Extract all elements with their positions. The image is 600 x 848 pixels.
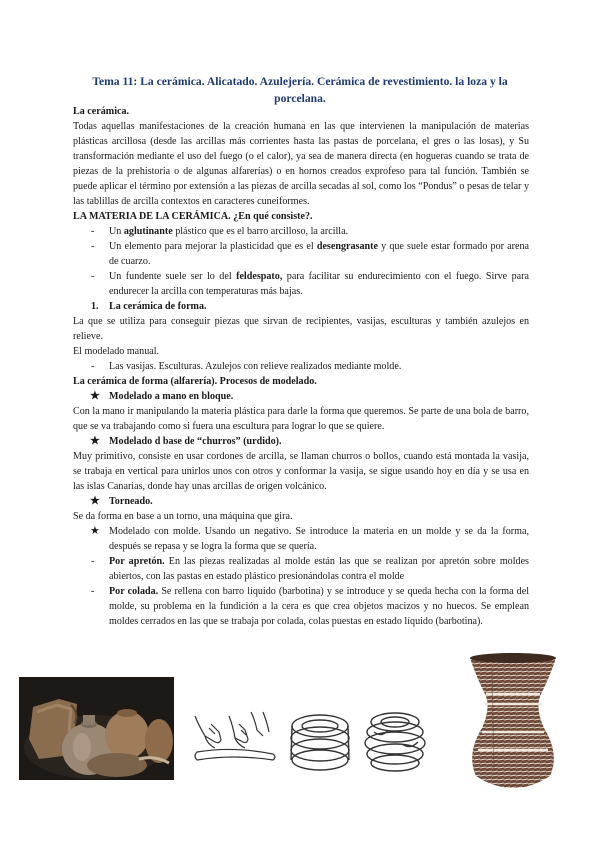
document-body: [73, 104, 529, 629]
clay-coil-drawing: [287, 708, 353, 774]
star-icon: ★: [90, 525, 100, 537]
churros-heading-list: [73, 434, 529, 449]
materia-list: [73, 224, 529, 299]
dash-marker: -: [91, 556, 95, 567]
dash-marker: -: [91, 586, 95, 597]
subheading-torneado: ★ Torneado.: [90, 495, 153, 507]
mano-paragraph: Con la mano ir manipulando la materia plástica para darle la forma que queremos. Se parte de una bola de barro, que se va trabajando como si fuera una escultura para lograr lo que se quiere.: [73, 406, 529, 432]
molde-sub-list: [73, 554, 529, 629]
list-item: - Por apretón. En las piezas realizadas al molde están las que se realizan por apretón sobre moldes abiertos, con las pastas en estado plástico presionándolas contra el molde: [91, 556, 529, 582]
dash-marker: -: [91, 241, 95, 252]
subheading-mano: ★ Modelado a mano en bloque.: [90, 390, 234, 402]
ceramic-vessels-photo: [19, 677, 174, 780]
list-item: - Un elemento para mejorar la plasticidad que es el desengrasante y que suele estar formado por arena de cuarzo.: [91, 241, 530, 267]
star-icon: ★: [90, 495, 100, 507]
document-title: Tema 11: La cerámica. Alicatado. Azulejería. Cerámica de revestimiento. la loza y la porcelana.: [92, 75, 508, 105]
intro-paragraph: Todas aquellas manifestaciones de la creación humana en las que intervienen la manipulación de materias plásticas arcillosa (desde las arcillas más corrientes hasta las pastas de porcelana, el gres o las losas), y Su transformación mediante el uso del fuego (o el calor), ya sea de manera directa (en hogueras cuando se trata de piezas de la prehistoria o de algunas alfarerías) o en hornos creados exprofeso para tal función. También se puede aplicar el término por extensión a las piezas de arcilla secadas al sol, como los “Pondus” o pesas de telar y las tablillas de arcilla contextos en caracteres cuneiformes.: [73, 121, 529, 207]
molde-list: [73, 524, 529, 554]
mano-heading-list: [73, 389, 529, 404]
list-item: - Las vasijas. Esculturas. Azulejos con relieve realizados mediante molde.: [91, 361, 402, 372]
section-heading-forma: 1. La cerámica de forma.: [91, 301, 207, 312]
section-heading-alfareria: La cerámica de forma (alfarería). Procesos de modelado.: [73, 376, 317, 387]
section-heading-ceramica: La cerámica.: [73, 106, 130, 117]
dash-marker: -: [91, 361, 95, 372]
subheading-churros: ★ Modelado d base de “churros” (urdido).: [90, 435, 282, 447]
torneado-heading-list: [73, 494, 529, 509]
list-item-molde: ★ Modelado con molde. Usando un negativo. Se introduce la materia en un molde y se da la forma, después se repasa y se logra la forma que se quería.: [90, 525, 529, 552]
manual-label: El modelado manual.: [73, 346, 160, 357]
star-icon: ★: [90, 390, 100, 402]
image-row: [0, 650, 600, 790]
coil-pot-drawing: [362, 708, 428, 774]
bell-beaker-vase-photo: [462, 650, 564, 790]
torneado-paragraph: Se da forma en base a un torno, una máquina que gira.: [73, 511, 293, 522]
forma-paragraph: La que se utiliza para conseguir piezas que sirvan de recipientes, vasijas, esculturas y también azulejos en relieve.: [73, 316, 529, 342]
hands-rolling-clay-drawing: [193, 708, 278, 774]
section-heading-materia: LA MATERIA DE LA CERÁMICA. ¿En qué consiste?.: [73, 211, 313, 222]
manual-list: [73, 359, 529, 374]
list-item: - Por colada. Se rellena con barro líquido (barbotina) y se introduce y se queda hecha con la forma del molde, su problema en la fundición a la cera es que crea objetos macizos y no huecos. Se emplean moldes cerrados en las que se trabaja por colada, colas puestas en estado líquido (barbotina).: [91, 586, 529, 627]
dash-marker: -: [91, 271, 95, 282]
list-item: - Un fundente suele ser lo del feldespato, para facilitar su endurecimiento con el fuego. Sirve para endurecer la arcilla con temperaturas más bajas.: [91, 271, 529, 297]
churros-paragraph: Muy primitivo, consiste en usar cordones de arcilla, se llaman churros o bollos, cuando está montada la vasija, se trabaja en vertical para unirlos unos con otros y conformar la vasija, se sigue usando hoy en día y se usa en las islas Canarias, donde hay unas arcillas de origen volcánico.: [73, 451, 529, 492]
list-item: - Un aglutinante plástico que es el barro arcilloso, la arcilla.: [91, 226, 349, 237]
star-icon: ★: [90, 435, 100, 447]
dash-marker: -: [91, 226, 95, 237]
